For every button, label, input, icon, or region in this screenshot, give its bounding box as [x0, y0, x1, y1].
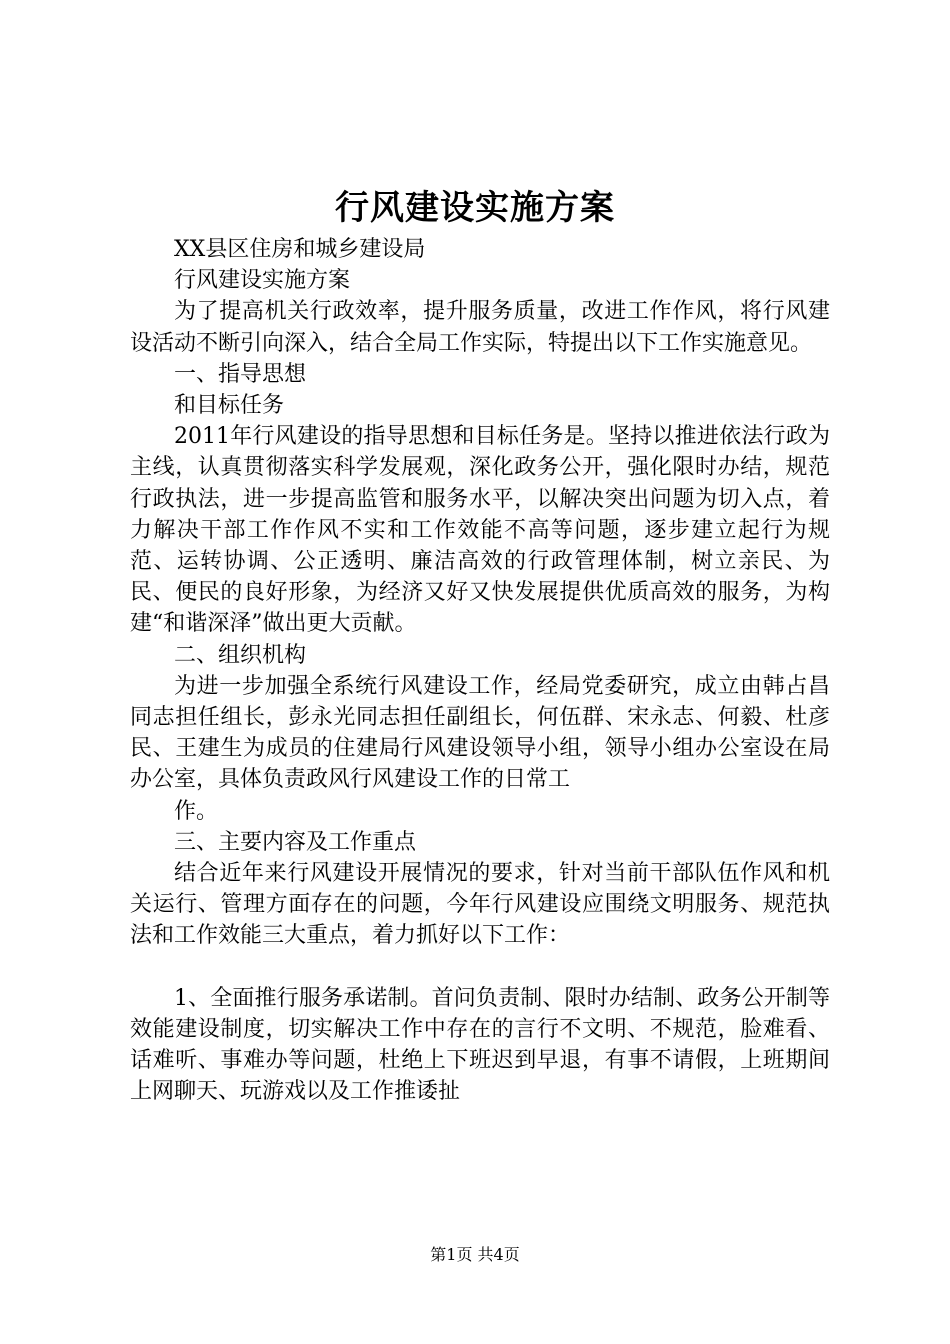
paragraph-org-name: XX县区住房和城乡建设局 — [174, 237, 426, 262]
section-heading-guiding-ideology: 一、指导思想 — [174, 361, 307, 387]
paragraph-subtitle: 行风建设实施方案 — [174, 268, 351, 294]
paragraph-organization: 为进一步加强全系统行风建设工作，经局党委研究，成立由韩占昌同志担任组长，彭永光同志担任副组长，何伍群、宋永志、何毅、杜彦民、王建生为成员的住建局行风建设领导小组，领导小组办公室设在局办公室，具体负责政风行风建设工作的日常工 — [130, 673, 830, 793]
paragraph-gap — [130, 952, 830, 983]
paragraph-item-1: 1、全面推行服务承诺制。首问负责制、限时办结制、政务公开制等效能建设制度，切实解决工作中存在的言行不文明、不规范，脸难看、话难听、事难办等问题，杜绝上下班迟到早退，有事不请假，上班期间上网聊天、玩游戏以及工作推诿扯 — [130, 985, 830, 1105]
document-body — [130, 234, 830, 1107]
section-heading-main-content: 三、主要内容及工作重点 — [174, 829, 417, 855]
paragraph-intro: 为了提高机关行政效率，提升服务质量，改进工作作风，将行风建设活动不断引向深入，结合全局工作实际，特提出以下工作实施意见。 — [130, 299, 830, 356]
page-footer: 第1页 共4页 — [430, 1245, 520, 1264]
paragraph-main-content: 结合近年来行风建设开展情况的要求，针对当前干部队伍作风和机关运行、管理方面存在的问题，今年行风建设应围绕文明服务、规范执法和工作效能三大重点，着力抓好以下工作： — [130, 861, 830, 949]
paragraph-organization-end: 作。 — [174, 798, 219, 824]
document-title: 行风建设实施方案 — [335, 188, 615, 228]
section-heading-organization: 二、组织机构 — [174, 642, 307, 668]
paragraph-guiding-ideology: 2011年行风建设的指导思想和目标任务是。坚持以推进依法行政为主线，认真贯彻落实科学发展观，深化政务公开，强化限时办结，规范行政执法，进一步提高监管和服务水平，以解决突出问题为切入点，着力解决干部工作作风不实和工作效能不高等问题，逐步建立起行为规范、运转协调、公正透明、廉洁高效的行政管理体制，树立亲民、为民、便民的良好形象，为经济又好又快发展提供优质高效的服务，为构建“和谐深泽”做出更大贡献。 — [130, 424, 830, 637]
section-heading-continued: 和目标任务 — [174, 393, 285, 419]
